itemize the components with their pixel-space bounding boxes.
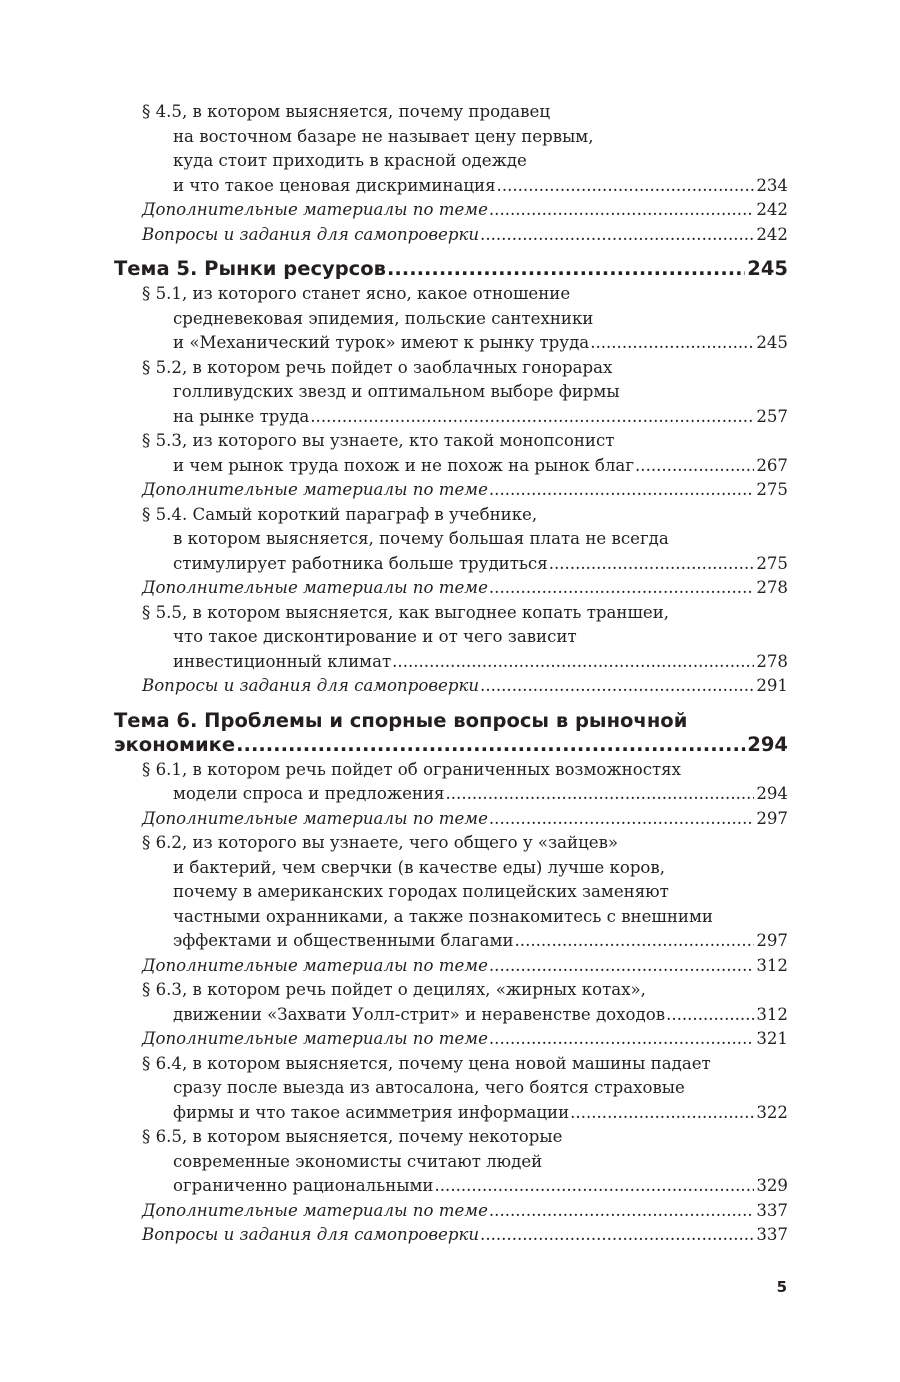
dot-leader: [489, 807, 754, 832]
entry-line: § 5.5, в котором выясняется, как выгоднее копать траншеи,: [142, 602, 670, 622]
dot-leader: [387, 257, 745, 281]
entry-last-line: [142, 478, 788, 503]
toc-entry-topic4-questions[interactable]: [114, 223, 788, 248]
entry-line: на восточном базаре не называет цену первым,: [173, 126, 594, 146]
toc-entry-topic5-questions[interactable]: [114, 674, 788, 699]
entry-last-line: [142, 331, 788, 356]
entry-text: Дополнительные материалы по теме: [142, 1029, 488, 1048]
toc-entry-5-3[interactable]: [114, 429, 788, 478]
dot-leader: [549, 552, 755, 577]
page-ref: 275: [756, 480, 788, 499]
page-ref: 245: [747, 257, 788, 280]
entry-last-line: [142, 929, 788, 954]
dot-leader: [310, 405, 754, 430]
toc-entry-5-5[interactable]: [114, 601, 788, 675]
entry-text: Дополнительные материалы по теме: [142, 955, 488, 975]
entry-text: стимулирует работника больше трудиться: [173, 553, 548, 573]
page-ref: 242: [756, 200, 788, 219]
entry-line: § 5.1, из которого станет ясно, какое отношение: [142, 284, 571, 303]
entry-text: Дополнительные материалы по теме: [142, 1200, 488, 1220]
topic-line: [114, 733, 788, 757]
entry-text: ограниченно рациональными: [173, 1176, 434, 1195]
dot-leader: [666, 1003, 754, 1028]
entry-last-line: [142, 174, 788, 199]
toc-entry-6-1[interactable]: [114, 758, 788, 807]
toc-entry-4-5[interactable]: [114, 100, 788, 198]
dot-leader: [435, 1174, 755, 1199]
topic-title: Тема 5. Рынки ресурсов: [114, 257, 386, 280]
toc-entry-5-4-extra[interactable]: [114, 576, 788, 601]
entry-text: Вопросы и задания для самопроверки: [142, 224, 480, 244]
toc-entry-6-2-extra[interactable]: [114, 954, 788, 979]
entry-line: § 6.1, в котором речь пойдет об ограниченных возможностях: [142, 759, 681, 779]
entry-line: и бактерий, чем сверчки (в качестве еды) лучше коров,: [173, 857, 666, 877]
topic-title-line: Тема 6. Проблемы и спорные вопросы в рыночной: [114, 708, 688, 732]
entry-text: фирмы и что такое асимметрия информации: [173, 1102, 570, 1122]
page-ref: 312: [756, 955, 788, 975]
entry-text: движении «Захвати Уолл-стрит» и неравенстве доходов: [173, 1004, 666, 1024]
entry-last-line: [142, 782, 788, 807]
page-ref: 321: [756, 1029, 788, 1048]
entry-line: что такое дисконтирование и от чего зависит: [173, 627, 577, 646]
entry-text: Вопросы и задания для самопроверки: [142, 1225, 480, 1244]
toc-entry-5-4[interactable]: [114, 503, 788, 577]
dot-leader: [635, 454, 754, 479]
topic-title: экономике: [114, 732, 236, 756]
dot-leader: [590, 331, 754, 356]
entry-line: в котором выясняется, почему большая плата не всегда: [173, 529, 669, 548]
entry-last-line: [142, 1101, 788, 1126]
page-ref: 297: [756, 808, 788, 828]
entry-text: Дополнительные материалы по теме: [142, 480, 488, 499]
dot-leader: [480, 223, 754, 248]
dot-leader: [480, 1223, 754, 1248]
entry-last-line: [142, 1003, 788, 1028]
toc-topic-5[interactable]: [114, 257, 788, 281]
entry-last-line: [142, 576, 788, 601]
entry-line: § 6.3, в котором речь пойдет о децилях, «жирных котах»,: [142, 980, 646, 999]
dot-leader: [489, 1199, 754, 1224]
entry-last-line: [142, 405, 788, 430]
toc-entry-6-5-extra[interactable]: [114, 1199, 788, 1224]
entry-last-line: [142, 807, 788, 832]
page-ref: 278: [756, 651, 788, 671]
entry-text: инвестиционный климат: [173, 651, 392, 671]
dot-leader: [515, 929, 755, 954]
toc-entry-topic6-questions[interactable]: [114, 1223, 788, 1248]
entry-last-line: [142, 650, 788, 675]
toc-entry-topic4-extra[interactable]: [114, 198, 788, 223]
toc-topic-6[interactable]: [114, 709, 788, 757]
dot-leader: [446, 782, 755, 807]
entry-line: сразу после выезда из автосалона, чего боятся страховые: [173, 1078, 685, 1097]
entry-text: эффектами и общественными благами: [173, 931, 514, 950]
page-ref: 337: [756, 1200, 788, 1220]
dot-leader: [489, 478, 754, 503]
dot-leader: [497, 174, 755, 199]
toc-entry-5-1[interactable]: [114, 282, 788, 356]
page-ref: 245: [756, 333, 788, 352]
toc-entry-6-5[interactable]: [114, 1125, 788, 1199]
toc-entry-6-1-extra[interactable]: [114, 807, 788, 832]
entry-line: почему в американских городах полицейских заменяют: [173, 882, 669, 901]
dot-leader: [236, 733, 745, 757]
entry-text: Дополнительные материалы по теме: [142, 578, 488, 597]
entry-line: куда стоит приходить в красной одежде: [173, 151, 527, 170]
entry-text: и чем рынок труда похож и не похож на рынок благ: [173, 455, 635, 475]
page-ref: 329: [756, 1176, 788, 1195]
page-ref: 257: [756, 406, 788, 426]
entry-last-line: [142, 223, 788, 248]
entry-text: Вопросы и задания для самопроверки: [142, 676, 480, 695]
toc-entry-6-3[interactable]: [114, 978, 788, 1027]
page-ref: 278: [756, 578, 788, 597]
page-ref: 242: [756, 224, 788, 244]
entry-text: Дополнительные материалы по теме: [142, 200, 488, 219]
topic-line: [114, 257, 788, 281]
entry-text: модели спроса и предложения: [173, 784, 445, 803]
entry-last-line: [142, 1174, 788, 1199]
toc-entry-6-2[interactable]: [114, 831, 788, 954]
page-ref: 294: [747, 732, 788, 756]
entry-last-line: [142, 1027, 788, 1052]
page-number: 5: [776, 1278, 787, 1296]
dot-leader: [570, 1101, 754, 1126]
toc-entry-5-2[interactable]: [114, 356, 788, 430]
page-ref: 294: [756, 784, 788, 803]
entry-line: § 6.4, в котором выясняется, почему цена новой машины падает: [142, 1053, 711, 1073]
page-ref: 267: [756, 455, 788, 475]
page-ref: 337: [756, 1225, 788, 1244]
dot-leader: [489, 576, 754, 601]
entry-text: и что такое ценовая дискриминация: [173, 175, 496, 195]
toc-entry-5-3-extra[interactable]: [114, 478, 788, 503]
entry-text: и «Механический турок» имеют к рынку труда: [173, 333, 590, 352]
dot-leader: [489, 954, 754, 979]
entry-text: на рынке труда: [173, 406, 310, 426]
entry-line: § 5.4. Самый короткий параграф в учебнике,: [142, 504, 538, 524]
dot-leader: [489, 198, 754, 223]
entry-last-line: [142, 198, 788, 223]
entry-line: средневековая эпидемия, польские сантехники: [173, 308, 594, 328]
page-ref: 234: [756, 175, 788, 195]
dot-leader: [480, 674, 754, 699]
entry-line: частными охранниками, а также познакомитесь с внешними: [173, 906, 713, 926]
page-ref: 297: [756, 931, 788, 950]
entry-line: § 5.2, в котором речь пойдет о заоблачных гонорарах: [142, 357, 613, 377]
entry-last-line: [142, 954, 788, 979]
entry-line: § 4.5, в котором выясняется, почему продавец: [142, 102, 551, 121]
entry-last-line: [142, 674, 788, 699]
entry-line: голливудских звезд и оптимальном выборе фирмы: [173, 382, 620, 401]
entry-line: современные экономисты считают людей: [173, 1151, 543, 1171]
dot-leader: [392, 650, 754, 675]
table-of-contents: [114, 100, 788, 1248]
toc-entry-6-4[interactable]: [114, 1052, 788, 1126]
toc-entry-6-3-extra[interactable]: [114, 1027, 788, 1052]
page-ref: 275: [756, 553, 788, 573]
entry-line: § 6.5, в котором выясняется, почему некоторые: [142, 1127, 563, 1146]
entry-text: Дополнительные материалы по теме: [142, 808, 488, 828]
entry-last-line: [142, 454, 788, 479]
entry-last-line: [142, 1223, 788, 1248]
dot-leader: [489, 1027, 754, 1052]
entry-line: § 5.3, из которого вы узнаете, кто такой монопсонист: [142, 431, 615, 450]
page-ref: 312: [756, 1004, 788, 1024]
entry-last-line: [142, 552, 788, 577]
entry-line: § 6.2, из которого вы узнаете, чего общего у «зайцев»: [142, 833, 619, 852]
entry-last-line: [142, 1199, 788, 1224]
page-ref: 291: [756, 676, 788, 695]
page-ref: 322: [756, 1102, 788, 1122]
